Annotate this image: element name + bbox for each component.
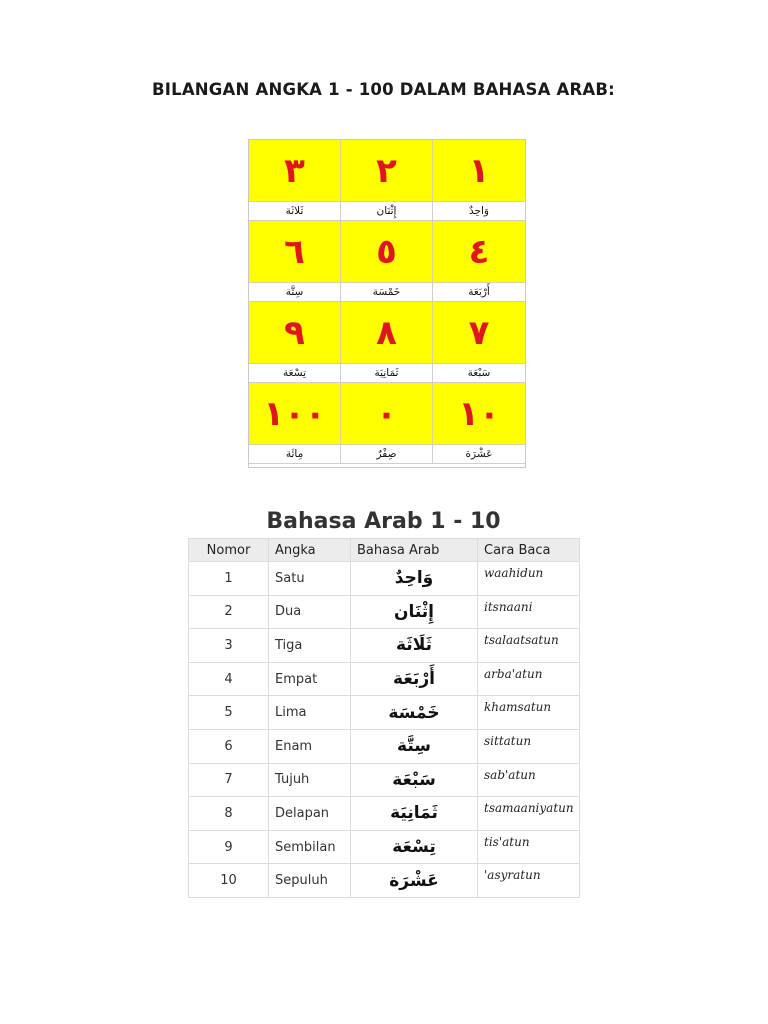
table-row bbox=[189, 595, 580, 629]
cell-angka: Enam bbox=[269, 729, 351, 763]
header-nomor: Nomor bbox=[189, 539, 269, 562]
cell-bahasa-arab: ثَمَانِيَة bbox=[351, 797, 478, 831]
cell-angka: Sembilan bbox=[269, 830, 351, 864]
numeral-word-cell: ثَمَانِيَة bbox=[341, 364, 433, 383]
numeral-cell: ١٠ bbox=[433, 383, 525, 445]
cell-cara-baca: tis'atun bbox=[478, 830, 580, 864]
cell-nomor: 5 bbox=[189, 696, 269, 730]
cell-nomor: 8 bbox=[189, 797, 269, 831]
numeral-word-cell: تِسْعَة bbox=[249, 364, 341, 383]
table-row bbox=[189, 562, 580, 596]
cell-cara-baca: 'asyratun bbox=[478, 864, 580, 898]
cell-cara-baca: waahidun bbox=[478, 562, 580, 596]
table-header-row bbox=[189, 539, 580, 562]
table-row bbox=[189, 696, 580, 730]
arabic-numeral-grid bbox=[248, 139, 526, 468]
numeral-cell: ٨ bbox=[341, 302, 433, 364]
cell-bahasa-arab: سِتَّة bbox=[351, 729, 478, 763]
table-row bbox=[189, 864, 580, 898]
cell-angka: Delapan bbox=[269, 797, 351, 831]
cell-cara-baca: itsnaani bbox=[478, 595, 580, 629]
numeral-word-cell: إِثْنَان bbox=[341, 202, 433, 221]
cell-cara-baca: sab'atun bbox=[478, 763, 580, 797]
numeral-word-cell: سِتَّة bbox=[249, 283, 341, 302]
cell-bahasa-arab: إِثْنَان bbox=[351, 595, 478, 629]
cell-bahasa-arab: سَبْعَة bbox=[351, 763, 478, 797]
cell-angka: Tiga bbox=[269, 629, 351, 663]
cell-angka: Satu bbox=[269, 562, 351, 596]
numeral-cell: ٢ bbox=[341, 140, 433, 202]
table-title: Bahasa Arab 1 - 10 bbox=[266, 509, 501, 534]
numeral-word-cell: صِفْرٌ bbox=[341, 445, 433, 464]
table-row bbox=[189, 729, 580, 763]
header-angka: Angka bbox=[269, 539, 351, 562]
cell-nomor: 1 bbox=[189, 562, 269, 596]
cell-cara-baca: tsalaatsatun bbox=[478, 629, 580, 663]
numeral-cell: ٣ bbox=[249, 140, 341, 202]
numeral-word-cell: عَشْرَة bbox=[433, 445, 525, 464]
numeral-word-cell: مِائَة bbox=[249, 445, 341, 464]
numeral-cell: ٩ bbox=[249, 302, 341, 364]
table-row bbox=[189, 830, 580, 864]
table-row bbox=[189, 763, 580, 797]
numeral-cell: ١ bbox=[433, 140, 525, 202]
cell-nomor: 6 bbox=[189, 729, 269, 763]
numeral-cell: ٥ bbox=[341, 221, 433, 283]
numeral-word-cell: سَبْعَة bbox=[433, 364, 525, 383]
table-row bbox=[189, 662, 580, 696]
cell-angka: Tujuh bbox=[269, 763, 351, 797]
numeral-cell: ٤ bbox=[433, 221, 525, 283]
numbers-table bbox=[188, 538, 580, 898]
cell-bahasa-arab: وَاحِدٌ bbox=[351, 562, 478, 596]
cell-cara-baca: khamsatun bbox=[478, 696, 580, 730]
header-cara-baca: Cara Baca bbox=[478, 539, 580, 562]
cell-angka: Lima bbox=[269, 696, 351, 730]
cell-angka: Dua bbox=[269, 595, 351, 629]
numeral-cell: ٧ bbox=[433, 302, 525, 364]
numeral-cell: ١٠٠ bbox=[249, 383, 341, 445]
header-bahasa-arab: Bahasa Arab bbox=[351, 539, 478, 562]
cell-nomor: 3 bbox=[189, 629, 269, 663]
numeral-cell: ٠ bbox=[341, 383, 433, 445]
numeral-word-cell: وَاحِدٌ bbox=[433, 202, 525, 221]
numeral-cell: ٦ bbox=[249, 221, 341, 283]
numeral-word-cell: ثَلاثَة bbox=[249, 202, 341, 221]
cell-bahasa-arab: عَشْرَة bbox=[351, 864, 478, 898]
numeral-word-cell: أَرْبَعَة bbox=[433, 283, 525, 302]
cell-cara-baca: arba'atun bbox=[478, 662, 580, 696]
cell-cara-baca: tsamaaniyatun bbox=[478, 797, 580, 831]
cell-nomor: 9 bbox=[189, 830, 269, 864]
cell-bahasa-arab: ثَلَاثَة bbox=[351, 629, 478, 663]
cell-bahasa-arab: خَمْسَة bbox=[351, 696, 478, 730]
numeral-word-cell: خَمْسَة bbox=[341, 283, 433, 302]
cell-angka: Empat bbox=[269, 662, 351, 696]
page-heading: BILANGAN ANGKA 1 - 100 DALAM BAHASA ARAB: bbox=[152, 80, 615, 99]
cell-bahasa-arab: أَرْبَعَة bbox=[351, 662, 478, 696]
cell-nomor: 2 bbox=[189, 595, 269, 629]
cell-nomor: 7 bbox=[189, 763, 269, 797]
cell-bahasa-arab: تِسْعَة bbox=[351, 830, 478, 864]
table-row bbox=[189, 797, 580, 831]
cell-nomor: 10 bbox=[189, 864, 269, 898]
table-row bbox=[189, 629, 580, 663]
cell-nomor: 4 bbox=[189, 662, 269, 696]
cell-cara-baca: sittatun bbox=[478, 729, 580, 763]
cell-angka: Sepuluh bbox=[269, 864, 351, 898]
